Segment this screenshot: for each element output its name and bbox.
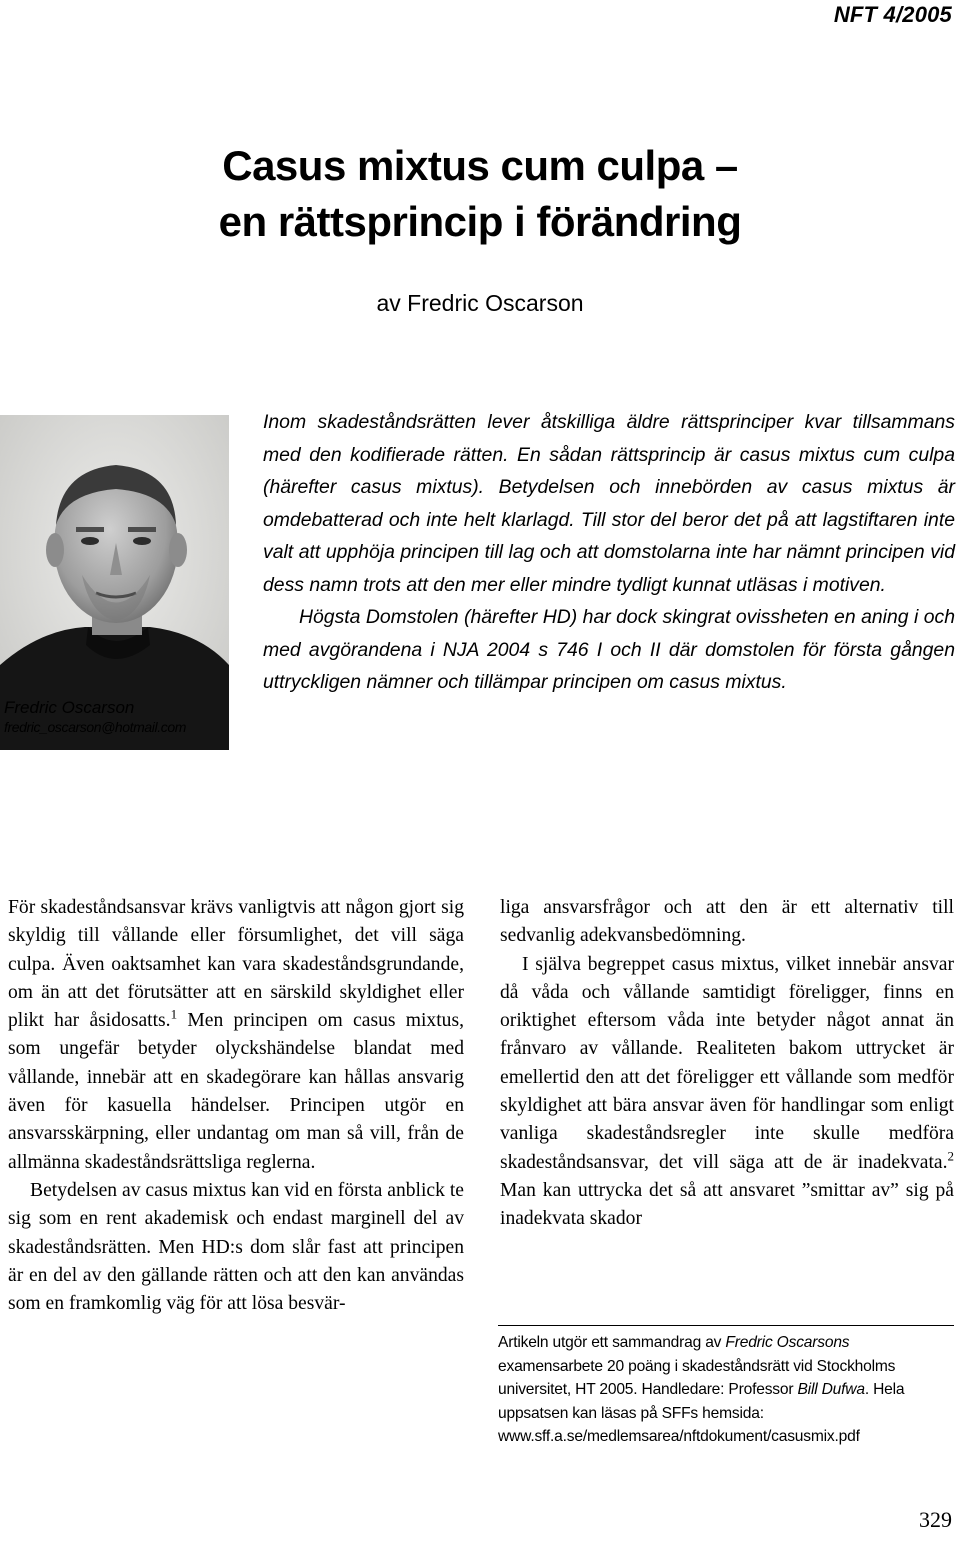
body-column-2	[500, 894, 954, 1234]
lead-paragraph-1: Inom skadeståndsrätten lever åtskilliga äldre rättsprinciper kvar tillsammans med den kodifierade rätten. En sådan rättsprincip är casus mixtus cum culpa (härefter casus mixtus). Betydelsen och innebörden av casus mixtus är omdebatterad och inte helt klarlagd. Till stor del beror det på att lagstiftaren inte valt att upphöja principen till lag och att domstolarna inte har nämnt principen vid dess namn trots att den mer eller mindre tydligt kunnat utläsas i motiven.	[263, 411, 955, 596]
body-text: För skadeståndsansvar krävs vanligtvis att någon gjort sig skyldig till vållande eller försumlighet, det vill säga culpa. Även oaktsamhet kan vara skadeståndsgrundande, om än att det förutsätter att en särskild skyldighet eller plikt har åsidosatts.	[8, 897, 464, 1032]
article-title	[0, 138, 960, 250]
lead-paragraph-2: Högsta Domstolen (härefter HD) har dock skingrat ovissheten en aning i och med avgörandena i NJA 2004 s 746 I och II där domstolen för första gången uttryckligen nämner och tillämpar principen om casus mixtus.	[263, 606, 955, 693]
title-line-1: Casus mixtus cum culpa –	[222, 142, 738, 189]
body-text: Man kan uttrycka det så att ansvaret ”smittar av” sig på inadekvata skador	[500, 1179, 954, 1230]
author-email: fredric_oscarson@hotmail.com	[4, 719, 186, 735]
issue-label: NFT 4/2005	[833, 2, 952, 27]
note-italic-supervisor: Bill Dufwa	[797, 1381, 865, 1398]
lead-paragraph	[263, 406, 955, 699]
note-text: examensarbete 20 poäng i skadeståndsrätt vid Stockholms universitet, HT 2005. Handledare: Professor	[498, 1357, 896, 1398]
author-name: Fredric Oscarson	[4, 698, 135, 717]
body-text: I själva begreppet casus mixtus, vilket innebär ansvar då våda och vållande samtidigt föreligger, finns en oriktighet eftersom våda inte betyder något annat än frånvaro av vållande. Realiteten bakom uttrycket är emellertid den att det föreligger ett vållande som medför skyldighet att bära ansvar även för handlingar som enligt vanliga skadeståndsregler inte skulle medföra skadeståndsansvar, det vill säga att de är inadekvata.	[500, 953, 954, 1173]
note-italic-author: Fredric Oscarsons	[725, 1334, 850, 1351]
body-paragraph: liga ansvarsfrågor och att den är ett alternativ till sedvanlig adekvansbedömning.	[500, 897, 954, 947]
body-column-1	[8, 894, 464, 1318]
footnote-ref-2: 2	[947, 1148, 954, 1164]
article-note	[498, 1331, 954, 1449]
body-paragraph: Betydelsen av casus mixtus kan vid en första anblick te sig som en rent akademisk och endast marginell del av skadeståndsrätten. Men HD:s dom slår fast att principen är en del av den gällande rätten och att den kan användas som en framkomlig väg för att lösa besvär-	[8, 1179, 464, 1315]
footnote-divider	[498, 1325, 954, 1326]
body-paragraph	[8, 894, 464, 1177]
footnote-ref-1: 1	[170, 1006, 178, 1022]
page-number: 329	[919, 1507, 952, 1532]
title-line-2: en rättsprincip i förändring	[218, 198, 742, 245]
byline: av Fredric Oscarson	[376, 290, 584, 316]
note-text-link: . Hela uppsatsen kan läsas på SFFs hemsida: www.sff.a.se/medlemsarea/nftdokument/casusmix.pdf	[498, 1381, 905, 1445]
note-text: Artikeln utgör ett sammandrag av	[498, 1334, 726, 1351]
author-caption	[4, 698, 228, 736]
body-paragraph	[500, 951, 954, 1234]
body-text: Men principen om casus mixtus, som ungefär betyder olyckshändelse blandat med vållande, innebär att en skadegörare kan hållas ansvarig även för kasuella händelser. Principen utgör en ansvarsskärpning, eller undantag om man så vill, från de allmänna skadeståndsrättsliga reglerna.	[8, 1010, 464, 1173]
